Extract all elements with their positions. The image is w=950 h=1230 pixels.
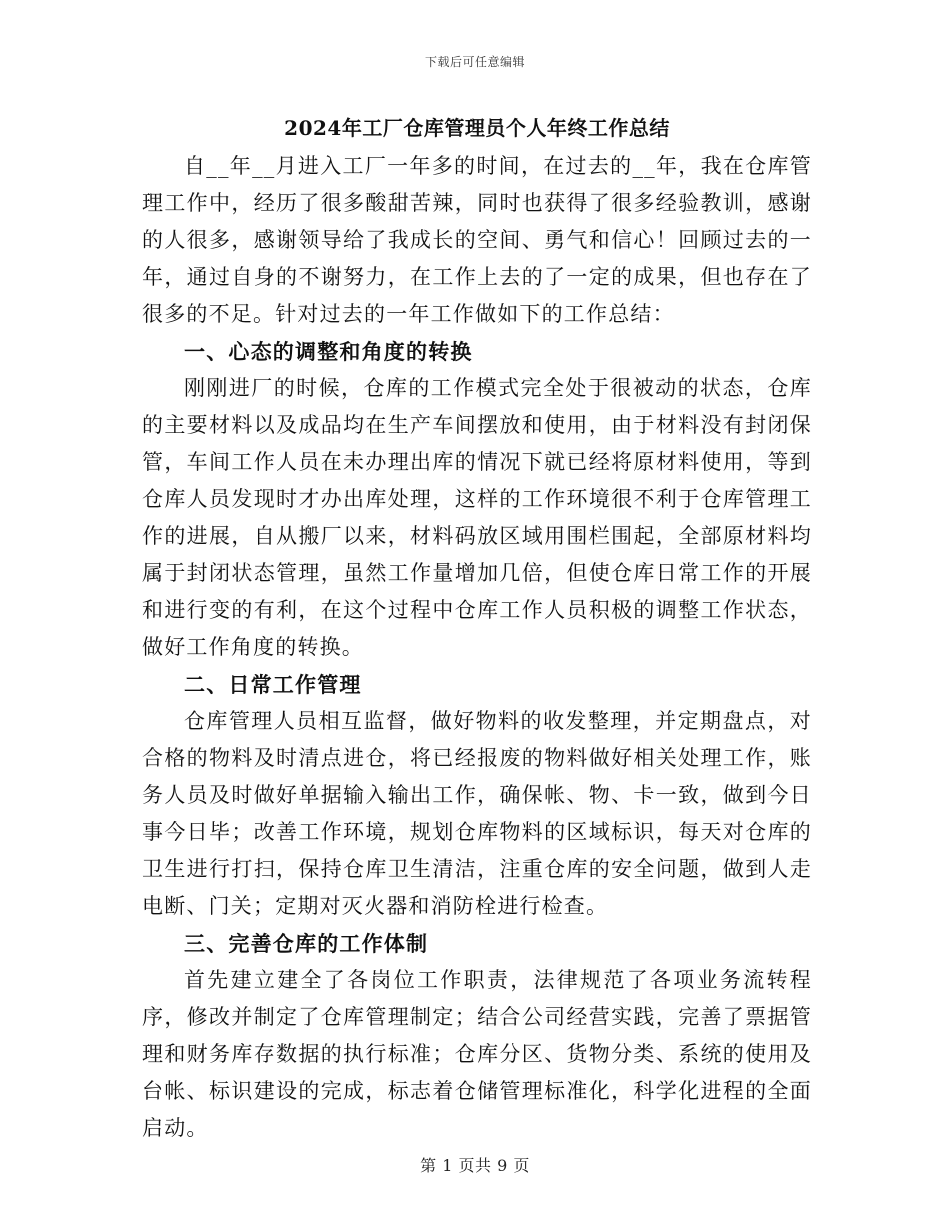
section-1-heading: 一、心态的调整和角度的转换 (184, 339, 473, 364)
page-number-footer: 第 1 页共 9 页 (420, 1156, 530, 1175)
section-3-heading: 三、完善仓库的工作体制 (184, 931, 429, 956)
document-body (142, 112, 812, 1147)
section-2-heading: 二、日常工作管理 (184, 672, 362, 697)
header-note: 下载后可任意编辑 (424, 55, 525, 69)
section-2-paragraph: 仓库管理人员相互监督，做好物料的收发整理，并定期盘点，对合格的物料及时清点进仓，将已经报废的物料做好相关处理工作，账务人员及时做好单据输入输出工作，确保帐、物、卡一致，做到今日事今日毕；改善工作环境，规划仓库物料的区域标识，每天对仓库的卫生进行打扫，保持仓库卫生清洁，注重仓库的安全问题，做到人走电断、门关；定期对灭火器和消防栓进行检查。 (142, 709, 812, 918)
section-3-paragraph: 首先建立建全了各岗位工作职责，法律规范了各项业务流转程序，修改并制定了仓库管理制定；结合公司经营实践，完善了票据管理和财务库存数据的执行标准；仓库分区、货物分类、系统的使用及台帐、标识建设的完成，标志着仓储管理标准化，科学化进程的全面启动。 (142, 968, 812, 1140)
document-title: 2024年工厂仓库管理员个人年终工作总结 (284, 116, 670, 140)
intro-paragraph: 自__年__月进入工厂一年多的时间，在过去的__年，我在仓库管理工作中，经历了很多酸甜苦辣，同时也获得了很多经验教训，感谢的人很多，感谢领导给了我成长的空间、勇气和信心！回顾过去的一年，通过自身的不谢努力，在工作上去的了一定的成果，但也存在了很多的不足。针对过去的一年工作做如下的工作总结： (142, 154, 812, 326)
section-1-paragraph: 刚刚进厂的时候，仓库的工作模式完全处于很被动的状态，仓库的主要材料以及成品均在生产车间摆放和使用，由于材料没有封闭保管，车间工作人员在未办理出库的情况下就已经将原材料使用，等到仓库人员发现时才办出库处理，这样的工作环境很不利于仓库管理工作的进展，自从搬厂以来，材料码放区域用围栏围起，全部原材料均属于封闭状态管理，虽然工作量增加几倍，但使仓库日常工作的开展和进行变的有利，在这个过程中仓库工作人员积极的调整工作状态，做好工作角度的转换。 (142, 376, 812, 659)
